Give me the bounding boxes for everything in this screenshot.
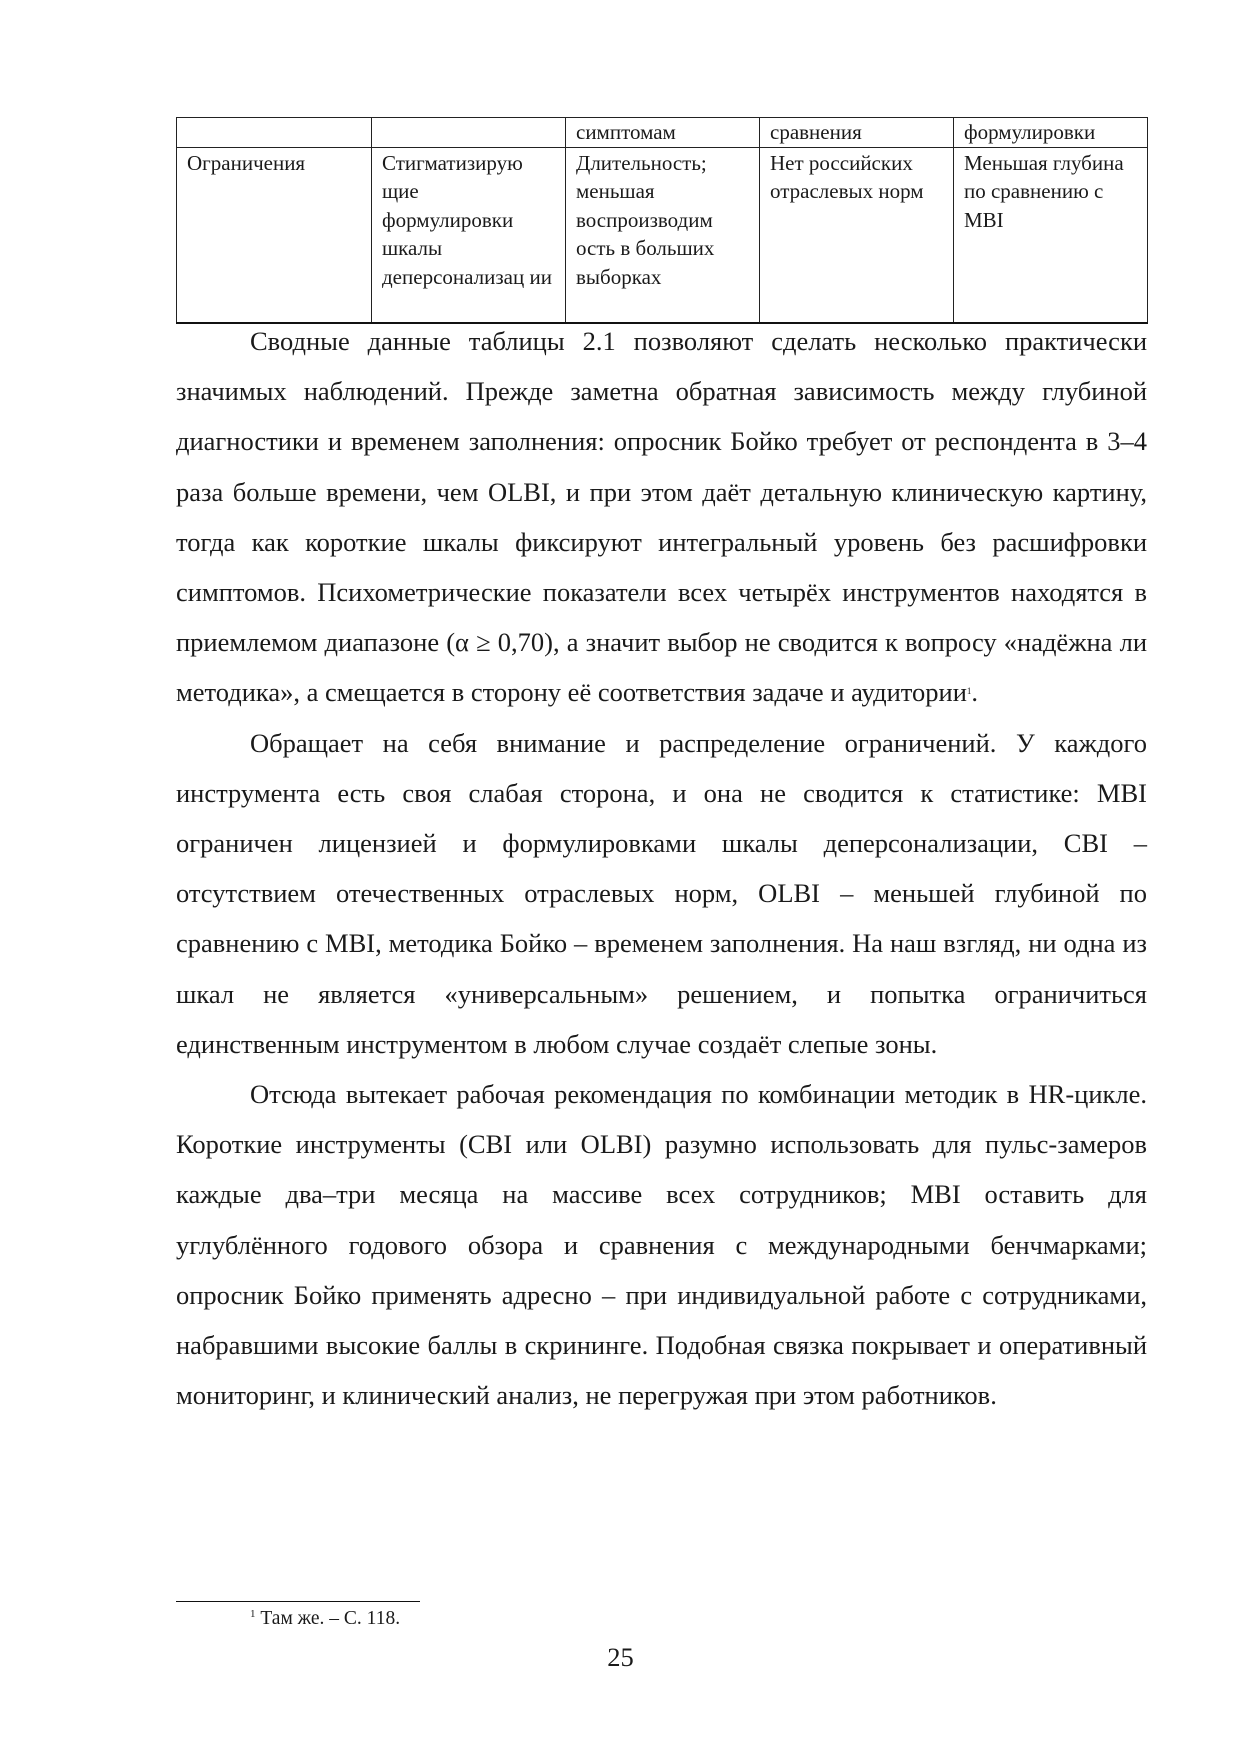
- paragraph-end: .: [971, 677, 979, 708]
- table-cell: [177, 118, 372, 148]
- footnote-text: Там же. – С. 118.: [255, 1608, 401, 1629]
- footnote: [250, 1606, 400, 1632]
- table-cell: формулировки: [954, 118, 1148, 148]
- table-cell: Стигматизирую щие формулировки шкалы деперсонализац ии: [372, 147, 566, 323]
- body-text: [176, 316, 1147, 1420]
- table-row: [177, 118, 1148, 148]
- page-number: 25: [607, 1642, 634, 1672]
- table-cell: Меньшая глубина по сравнению с MBI: [954, 147, 1148, 323]
- table-cell: Нет российских отраслевых норм: [760, 147, 954, 323]
- table-cell: [372, 118, 566, 148]
- table-cell: Ограничения: [177, 147, 372, 323]
- paragraph: [176, 316, 1147, 718]
- footnote-reference[interactable]: 1: [966, 686, 972, 697]
- comparison-table: [176, 117, 1148, 324]
- paragraph: Отсюда вытекает рабочая рекомендация по комбинации методик в HR-цикле. Короткие инструменты (CBI или OLBI) разумно использовать для пульс-замеров каждые два–три месяца на массиве всех сотрудников; MBI оставить для углублённого годового обзора и сравнения с международными бенчмарками; опросник Бойко применять адресно – при индивидуальной работе с сотрудниками, набравшими высокие баллы в скрининге. Подобная связка покрывает и оперативный мониторинг, и клинический анализ, не перегружая при этом работников.: [176, 1079, 1147, 1411]
- footnote-separator: [176, 1601, 420, 1602]
- table-cell: симптомам: [566, 118, 760, 148]
- paragraph: Обращает на себя внимание и распределение ограничений. У каждого инструмента есть своя слабая сторона, и она не сводится к статистике: MBI ограничен лицензией и формулировками шкалы деперсонализации, CBI – отсутствием отечественных отраслевых норм, OLBI – меньшей глубиной по сравнению с MBI, методика Бойко – временем заполнения. На наш взгляд, ни одна из шкал не является «универсальным» решением, и попытка ограничиться единственным инструментом в любом случае создаёт слепые зоны.: [176, 727, 1147, 1059]
- footnote-marker: 1: [250, 1608, 256, 1620]
- table-row: [177, 147, 1148, 323]
- table-cell: Длительность; меньшая воспроизводим ость в больших выборках: [566, 147, 760, 323]
- table-cell: сравнения: [760, 118, 954, 148]
- paragraph-text: Сводные данные таблицы 2.1 позволяют сделать несколько практически значимых наблюдений. Прежде заметна обратная зависимость между глубиной диагностики и временем заполнения: опросник Бойко требует от респондента в 3–4 раза больше времени, чем OLBI, и при этом даёт детальную клиническую картину, тогда как короткие шкалы фиксируют интегральный уровень без расшифровки симптомов. Психометрические показатели всех четырёх инструментов находятся в приемлемом диапазоне (α ≥ 0,70), а значит выбор не сводится к вопросу «надёжна ли методика», а смещается в сторону её соответствия задаче и аудитории: [176, 326, 1147, 708]
